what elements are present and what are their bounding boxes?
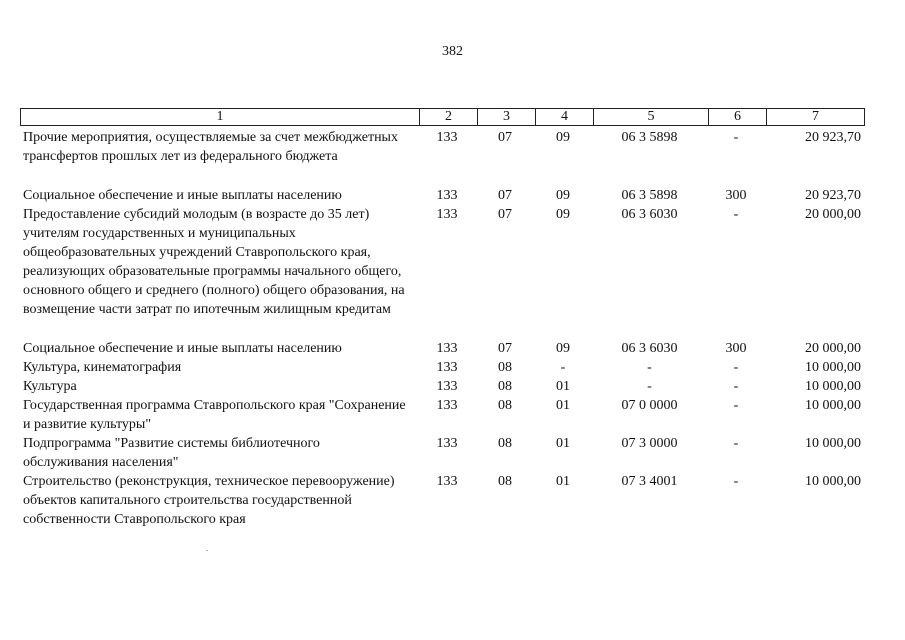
row-c5: 06 3 6030	[621, 341, 678, 356]
row-c5: 06 3 6030	[621, 207, 678, 222]
row-amount: 10 000,00	[805, 360, 861, 375]
row-c2: 133	[436, 474, 458, 489]
row-c2: 133	[436, 398, 458, 413]
header-col-2: 2	[419, 109, 477, 125]
row-name: Социальное обеспечение и иные выплаты населению	[23, 188, 342, 203]
row-c4: 09	[556, 188, 570, 203]
row-c4: 09	[556, 341, 570, 356]
page-number: 382	[442, 44, 463, 59]
row-c5: -	[647, 360, 652, 375]
row-amount: 10 000,00	[805, 398, 861, 413]
row-name: Культура	[23, 379, 77, 394]
header-col-3: 3	[477, 109, 535, 125]
row-c6: -	[733, 360, 739, 375]
header-col-7: 7	[766, 109, 864, 125]
row-c6: -	[733, 379, 739, 394]
row-name: Прочие мероприятия, осуществляемые за счет межбюджетных трансфертов прошлых лет из федерального бюджета	[23, 130, 398, 164]
row-name: Социальное обеспечение и иные выплаты населению	[23, 341, 342, 356]
row-c6: -	[733, 207, 739, 222]
row-c6: -	[733, 130, 739, 145]
row-name: Строительство (реконструкция, техническое перевооружение) объектов капитального строительства государственной собственности Ставропольского края	[23, 474, 395, 527]
row-name: Культура, кинематография	[23, 360, 182, 375]
row-c4: -	[560, 360, 566, 375]
row-c2: 133	[436, 436, 458, 451]
table-header	[20, 108, 865, 126]
row-c3: 07	[498, 188, 512, 203]
row-c4: 01	[556, 474, 570, 489]
row-c5: 07 0 0000	[621, 398, 678, 413]
row-name: Предоставление субсидий молодым (в возрасте до 35 лет) учителям государственных и муниципальных общеобразовательных учреждений Ставропольского края, реализующих образовательные программы начального общего, основного общего и среднего (полного) общего образования, на возмещение части затрат по ипотечным жилищным кредитам	[23, 207, 405, 317]
row-c4: 01	[556, 379, 570, 394]
row-c3: 08	[498, 360, 512, 375]
row-c2: 133	[436, 207, 458, 222]
row-c3: 08	[498, 436, 512, 451]
row-c4: 09	[556, 207, 570, 222]
row-amount: 10 000,00	[805, 436, 861, 451]
row-c6: -	[733, 474, 739, 489]
row-c2: 133	[436, 341, 458, 356]
row-c4: 01	[556, 436, 570, 451]
row-c3: 08	[498, 398, 512, 413]
row-c5: -	[647, 379, 652, 394]
row-c4: 01	[556, 398, 570, 413]
row-amount: 20 000,00	[805, 207, 861, 222]
header-col-1: 1	[216, 109, 224, 124]
row-c6: -	[733, 436, 739, 451]
row-c3: 08	[498, 379, 512, 394]
row-c2: 133	[436, 379, 458, 394]
header-col-4: 4	[535, 109, 593, 125]
row-amount: 10 000,00	[805, 379, 861, 394]
row-c3: 07	[498, 341, 512, 356]
row-c3: 08	[498, 474, 512, 489]
header-col-5: 5	[593, 109, 708, 125]
row-c6: -	[733, 398, 739, 413]
row-c2: 133	[436, 188, 458, 203]
row-amount: 20 923,70	[805, 188, 861, 203]
row-c6: 300	[725, 341, 747, 356]
row-c5: 07 3 4001	[621, 474, 678, 489]
header-col-6: 6	[708, 109, 766, 125]
row-c6: 300	[725, 188, 747, 203]
row-name: Государственная программа Ставропольского края "Сохранение и развитие культуры"	[23, 398, 406, 432]
row-c5: 06 3 5898	[621, 188, 678, 203]
scan-speck	[206, 550, 208, 551]
row-amount: 20 923,70	[805, 130, 861, 145]
row-c2: 133	[436, 360, 458, 375]
row-amount: 20 000,00	[805, 341, 861, 356]
row-c2: 133	[436, 130, 458, 145]
row-c4: 09	[556, 130, 570, 145]
row-c5: 07 3 0000	[621, 436, 678, 451]
row-c5: 06 3 5898	[621, 130, 678, 145]
row-amount: 10 000,00	[805, 474, 861, 489]
row-name: Подпрограмма "Развитие системы библиотечного обслуживания населения"	[23, 436, 320, 470]
row-c3: 07	[498, 130, 512, 145]
row-c3: 07	[498, 207, 512, 222]
